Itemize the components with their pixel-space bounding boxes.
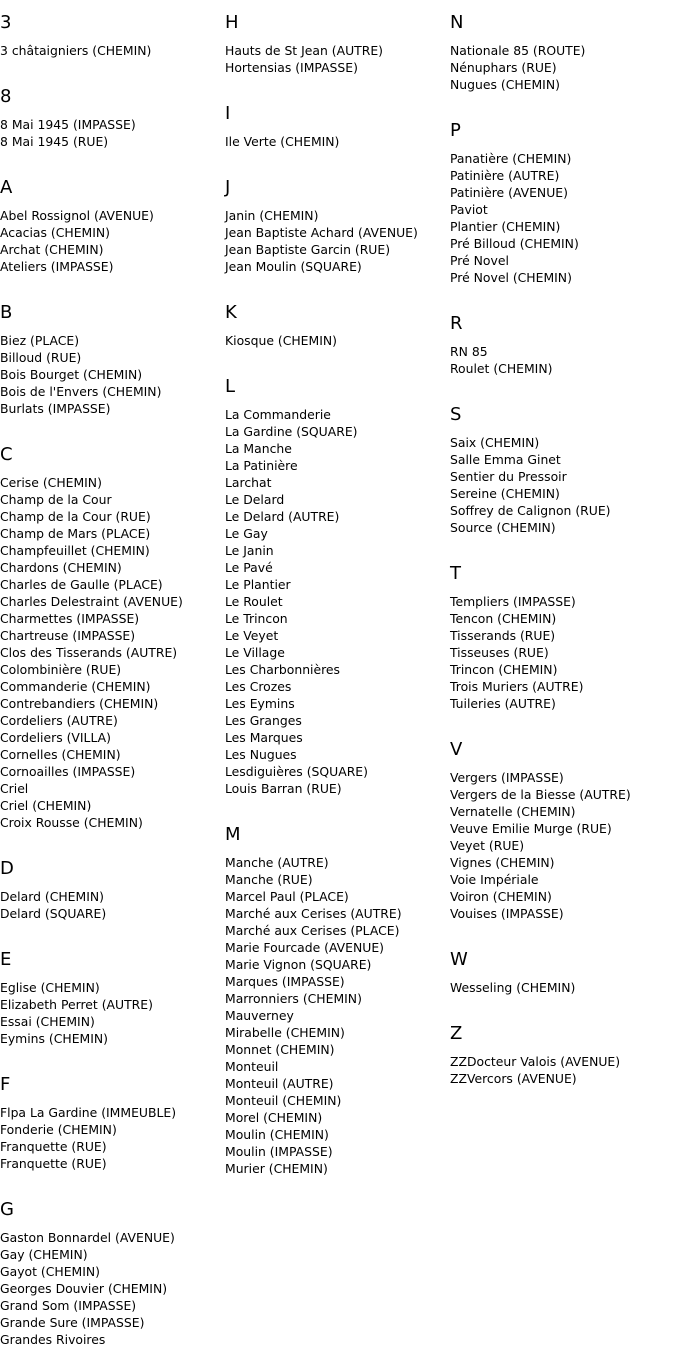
street-entry: 8 Mai 1945 (IMPASSE) — [0, 117, 136, 132]
section-letter-heading: J — [225, 177, 231, 198]
street-entry: Vergers (IMPASSE) — [450, 770, 564, 785]
letter-section — [225, 165, 449, 275]
street-entry: Hauts de St Jean (AUTRE) — [225, 43, 383, 58]
street-entry: Franquette (RUE) — [0, 1139, 107, 1154]
street-entry: Voiron (CHEMIN) — [450, 889, 552, 904]
street-entry: Commanderie (CHEMIN) — [0, 679, 151, 694]
street-list — [0, 207, 224, 275]
section-letter-heading: P — [450, 120, 461, 141]
street-list — [0, 1229, 224, 1348]
street-entry: Templiers (IMPASSE) — [450, 594, 576, 609]
street-entry: Delard (SQUARE) — [0, 906, 107, 921]
street-entry: Ateliers (IMPASSE) — [0, 259, 114, 274]
street-entry: Biez (PLACE) — [0, 333, 80, 348]
street-entry: Pré Novel — [450, 253, 509, 268]
street-list — [450, 1053, 674, 1087]
street-entry: La Manche — [225, 441, 292, 456]
letter-section — [225, 364, 449, 797]
street-entry: Franquette (RUE) — [0, 1156, 107, 1171]
street-entry: Gaston Bonnardel (AVENUE) — [0, 1230, 175, 1245]
street-entry: Chardons (CHEMIN) — [0, 560, 122, 575]
street-list — [225, 133, 449, 150]
street-entry: Marie Fourcade (AVENUE) — [225, 940, 384, 955]
street-entry: Le Delard (AUTRE) — [225, 509, 340, 524]
street-entry: Le Plantier — [225, 577, 291, 592]
street-list — [450, 150, 674, 286]
street-entry: ZZDocteur Valois (AVENUE) — [450, 1054, 621, 1069]
letter-section — [450, 392, 674, 536]
street-entry: Voie Impériale — [450, 872, 539, 887]
letter-section — [0, 1062, 224, 1172]
street-entry: Georges Douvier (CHEMIN) — [0, 1281, 168, 1296]
street-entry: Cornoailles (IMPASSE) — [0, 764, 136, 779]
street-entry: Le Roulet — [225, 594, 283, 609]
street-entry: Wesseling (CHEMIN) — [450, 980, 576, 995]
street-entry: Plantier (CHEMIN) — [450, 219, 561, 234]
street-entry: Vignes (CHEMIN) — [450, 855, 555, 870]
section-letter-heading: W — [450, 949, 468, 970]
street-entry: Criel (CHEMIN) — [0, 798, 92, 813]
street-list — [225, 42, 449, 76]
section-letter-heading: 3 — [0, 12, 12, 33]
street-entry: Marques (IMPASSE) — [225, 974, 345, 989]
street-entry: Vouises (IMPASSE) — [450, 906, 564, 921]
street-entry: Marché aux Cerises (PLACE) — [225, 923, 400, 938]
section-letter-heading: B — [0, 302, 13, 323]
street-entry: Trincon (CHEMIN) — [450, 662, 558, 677]
street-entry: Marronniers (CHEMIN) — [225, 991, 362, 1006]
street-entry: Le Janin — [225, 543, 274, 558]
street-entry: Manche (RUE) — [225, 872, 313, 887]
letter-section — [0, 74, 224, 150]
street-entry: Le Pavé — [225, 560, 273, 575]
section-letter-heading: M — [225, 824, 241, 845]
street-entry: Jean Moulin (SQUARE) — [225, 259, 362, 274]
street-entry: Grand Som (IMPASSE) — [0, 1298, 137, 1313]
street-entry: Acacias (CHEMIN) — [0, 225, 110, 240]
street-list — [450, 593, 674, 712]
street-entry: Champ de Mars (PLACE) — [0, 526, 151, 541]
street-entry: Cordeliers (VILLA) — [0, 730, 111, 745]
street-entry: Vergers de la Biesse (AUTRE) — [450, 787, 631, 802]
street-entry: Hortensias (IMPASSE) — [225, 60, 358, 75]
street-entry: Burlats (IMPASSE) — [0, 401, 111, 416]
street-entry: Les Crozes — [225, 679, 292, 694]
section-letter-heading: N — [450, 12, 464, 33]
street-entry: Les Charbonnières — [225, 662, 341, 677]
street-entry: Ile Verte (CHEMIN) — [225, 134, 340, 149]
street-entry: Monteuil (CHEMIN) — [225, 1093, 342, 1108]
street-entry: Pré Novel (CHEMIN) — [450, 270, 572, 285]
letter-section — [450, 0, 674, 93]
section-letter-heading: L — [225, 376, 236, 397]
street-entry: La Commanderie — [225, 407, 331, 422]
street-entry: Le Veyet — [225, 628, 279, 643]
street-entry: 8 Mai 1945 (RUE) — [0, 134, 109, 149]
street-entry: Charles Delestraint (AVENUE) — [0, 594, 183, 609]
section-letter-heading: V — [450, 739, 463, 760]
street-entry: Contrebandiers (CHEMIN) — [0, 696, 159, 711]
street-entry: Champ de la Cour (RUE) — [0, 509, 151, 524]
street-list — [0, 1104, 224, 1172]
street-entry: Sereine (CHEMIN) — [450, 486, 560, 501]
street-entry: Pré Billoud (CHEMIN) — [450, 236, 579, 251]
street-entry: Soffrey de Calignon (RUE) — [450, 503, 611, 518]
street-entry: Tencon (CHEMIN) — [450, 611, 557, 626]
section-letter-heading: K — [225, 302, 237, 323]
street-entry: Sentier du Pressoir — [450, 469, 567, 484]
street-entry: Champ de la Cour — [0, 492, 112, 507]
street-entry: RN 85 — [450, 344, 488, 359]
street-entry: Gay (CHEMIN) — [0, 1247, 88, 1262]
street-entry: Abel Rossignol (AVENUE) — [0, 208, 154, 223]
street-entry: Paviot — [450, 202, 488, 217]
street-entry: Archat (CHEMIN) — [0, 242, 104, 257]
street-entry: Patinière (AVENUE) — [450, 185, 568, 200]
street-entry: Nugues (CHEMIN) — [450, 77, 560, 92]
section-letter-heading: 8 — [0, 86, 12, 107]
street-list — [225, 854, 449, 1177]
street-entry: Monteuil — [225, 1059, 279, 1074]
street-entry: Clos des Tisserands (AUTRE) — [0, 645, 178, 660]
street-entry: Saix (CHEMIN) — [450, 435, 540, 450]
letter-section — [450, 301, 674, 377]
section-letter-heading: T — [450, 563, 461, 584]
letter-section — [450, 108, 674, 286]
letter-section — [0, 290, 224, 417]
street-entry: Eglise (CHEMIN) — [0, 980, 100, 995]
street-entry: Les Eymins — [225, 696, 295, 711]
letter-section — [450, 937, 674, 996]
letter-section — [450, 1011, 674, 1087]
section-letter-heading: G — [0, 1199, 14, 1220]
street-entry: Le Gay — [225, 526, 268, 541]
street-list — [225, 332, 449, 349]
street-list — [450, 769, 674, 922]
street-entry: Murier (CHEMIN) — [225, 1161, 328, 1176]
street-entry: Kiosque (CHEMIN) — [225, 333, 337, 348]
section-letter-heading: E — [0, 949, 12, 970]
letter-section — [225, 0, 449, 76]
street-entry: Billoud (RUE) — [0, 350, 82, 365]
letter-section — [225, 290, 449, 349]
street-entry: Lesdiguières (SQUARE) — [225, 764, 368, 779]
street-entry: Delard (CHEMIN) — [0, 889, 104, 904]
street-list — [0, 888, 224, 922]
street-entry: Roulet (CHEMIN) — [450, 361, 553, 376]
street-entry: Veyet (RUE) — [450, 838, 525, 853]
street-entry: Fonderie (CHEMIN) — [0, 1122, 117, 1137]
letter-section — [0, 937, 224, 1047]
section-letter-heading: D — [0, 858, 14, 879]
letter-section — [0, 165, 224, 275]
street-entry: Panatière (CHEMIN) — [450, 151, 572, 166]
street-entry: La Gardine (SQUARE) — [225, 424, 358, 439]
street-entry: Monnet (CHEMIN) — [225, 1042, 335, 1057]
letter-section — [0, 846, 224, 922]
street-list — [450, 979, 674, 996]
street-entry: Manche (AUTRE) — [225, 855, 329, 870]
letter-section — [0, 1187, 224, 1348]
street-entry: Monteuil (AUTRE) — [225, 1076, 334, 1091]
street-list — [450, 434, 674, 536]
letter-section — [225, 91, 449, 150]
street-entry: Veuve Emilie Murge (RUE) — [450, 821, 612, 836]
street-entry: La Patinière — [225, 458, 298, 473]
section-letter-heading: Z — [450, 1023, 463, 1044]
street-list — [225, 207, 449, 275]
street-entry: Source (CHEMIN) — [450, 520, 556, 535]
letter-section — [450, 551, 674, 712]
street-entry: Croix Rousse (CHEMIN) — [0, 815, 143, 830]
street-entry: Grande Sure (IMPASSE) — [0, 1315, 145, 1330]
street-entry: Bois de l'Envers (CHEMIN) — [0, 384, 162, 399]
street-entry: Bois Bourget (CHEMIN) — [0, 367, 143, 382]
street-entry: Larchat — [225, 475, 272, 490]
section-letter-heading: C — [0, 444, 13, 465]
street-entry: Janin (CHEMIN) — [225, 208, 319, 223]
street-entry: Champfeuillet (CHEMIN) — [0, 543, 150, 558]
section-letter-heading: F — [0, 1074, 11, 1095]
street-entry: Mauverney — [225, 1008, 294, 1023]
street-entry: Elizabeth Perret (AUTRE) — [0, 997, 153, 1012]
street-entry: Cornelles (CHEMIN) — [0, 747, 121, 762]
street-entry: Jean Baptiste Achard (AVENUE) — [225, 225, 418, 240]
street-list — [0, 979, 224, 1047]
street-entry: Vernatelle (CHEMIN) — [450, 804, 576, 819]
street-entry: Charles de Gaulle (PLACE) — [0, 577, 163, 592]
street-entry: Morel (CHEMIN) — [225, 1110, 323, 1125]
street-entry: Chartreuse (IMPASSE) — [0, 628, 136, 643]
street-entry: Gayot (CHEMIN) — [0, 1264, 100, 1279]
street-entry: Cordeliers (AUTRE) — [0, 713, 118, 728]
section-letter-heading: H — [225, 12, 239, 33]
street-entry: ZZVercors (AVENUE) — [450, 1071, 577, 1086]
letter-section — [0, 432, 224, 831]
street-entry: Les Marques — [225, 730, 303, 745]
street-list — [450, 42, 674, 93]
street-entry: Nationale 85 (ROUTE) — [450, 43, 586, 58]
letter-section — [450, 727, 674, 922]
street-entry: Tisserands (RUE) — [450, 628, 556, 643]
street-entry: Le Delard — [225, 492, 285, 507]
street-list — [0, 116, 224, 150]
street-list — [0, 42, 224, 59]
street-entry: Tisseuses (RUE) — [450, 645, 549, 660]
street-entry: Le Trincon — [225, 611, 288, 626]
street-list — [450, 343, 674, 377]
section-letter-heading: S — [450, 404, 462, 425]
street-entry: Cerise (CHEMIN) — [0, 475, 102, 490]
street-entry: Colombinière (RUE) — [0, 662, 122, 677]
street-entry: Salle Emma Ginet — [450, 452, 561, 467]
street-entry: Charmettes (IMPASSE) — [0, 611, 140, 626]
street-list — [0, 474, 224, 831]
street-entry: Essai (CHEMIN) — [0, 1014, 95, 1029]
street-entry: Le Village — [225, 645, 285, 660]
street-entry: Marcel Paul (PLACE) — [225, 889, 349, 904]
letter-section — [0, 0, 224, 59]
section-letter-heading: I — [225, 103, 231, 124]
street-list — [225, 406, 449, 797]
street-entry: 3 châtaigniers (CHEMIN) — [0, 43, 152, 58]
street-entry: Marie Vignon (SQUARE) — [225, 957, 372, 972]
street-entry: Moulin (IMPASSE) — [225, 1144, 333, 1159]
street-entry: Trois Muriers (AUTRE) — [450, 679, 584, 694]
street-entry: Patinière (AUTRE) — [450, 168, 560, 183]
street-entry: Les Granges — [225, 713, 302, 728]
section-letter-heading: R — [450, 313, 463, 334]
street-entry: Louis Barran (RUE) — [225, 781, 342, 796]
street-entry: Nénuphars (RUE) — [450, 60, 557, 75]
street-entry: Eymins (CHEMIN) — [0, 1031, 109, 1046]
street-entry: Tuileries (AUTRE) — [450, 696, 556, 711]
street-entry: Flpa La Gardine (IMMEUBLE) — [0, 1105, 177, 1120]
street-list — [0, 332, 224, 417]
street-entry: Criel — [0, 781, 29, 796]
street-entry: Moulin (CHEMIN) — [225, 1127, 329, 1142]
street-entry: Les Nugues — [225, 747, 297, 762]
street-entry: Grandes Rivoires — [0, 1332, 106, 1347]
street-entry: Mirabelle (CHEMIN) — [225, 1025, 345, 1040]
street-entry: Marché aux Cerises (AUTRE) — [225, 906, 402, 921]
section-letter-heading: A — [0, 177, 13, 198]
street-entry: Jean Baptiste Garcin (RUE) — [225, 242, 391, 257]
letter-section — [225, 812, 449, 1177]
